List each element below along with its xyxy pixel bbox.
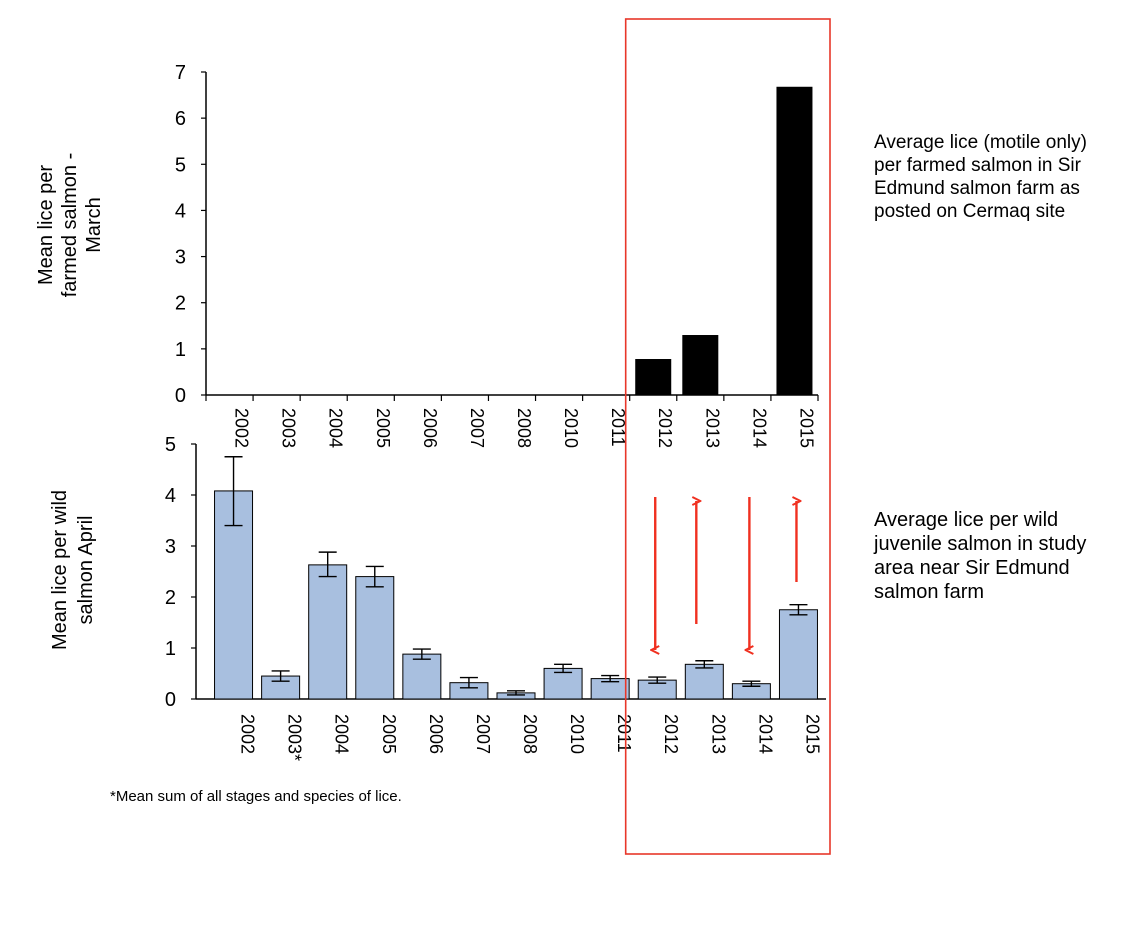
farmed-x-tick-label: 2007: [466, 408, 487, 449]
wild-x-tick-label: 2004: [331, 714, 352, 755]
farmed-annotation: Average lice (motile only) per farmed salmon in Sir Edmund salmon farm as posted on Cermaq site: [874, 132, 1087, 222]
wild-x-tick-label: 2007: [472, 714, 493, 755]
farmed-x-tick-label: 2002: [231, 408, 252, 449]
farmed-x-tick-label: 2015: [796, 408, 817, 449]
wild-x-tick-label: 2011: [614, 714, 635, 753]
wild-y-tick-label: 1: [164, 638, 176, 660]
wild-y-axis-label: salmon April: [75, 515, 97, 625]
farmed-x-tick-label: 2010: [561, 408, 582, 449]
farmed-x-tick-label: 2006: [419, 408, 440, 449]
farmed-y-tick-label: 7: [174, 62, 186, 84]
farmed-y-axis-label: March: [83, 197, 105, 253]
farmed-x-tick-label: 2008: [514, 408, 534, 449]
farmed-y-tick-label: 1: [174, 338, 186, 361]
wild-x-tick-label: 2012: [661, 714, 682, 755]
farmed-x-tick-label: 2004: [325, 408, 346, 449]
farmed-x-tick-label: 2012: [655, 408, 676, 449]
farmed-y-tick-label: 5: [174, 154, 186, 177]
farmed-y-axis-label: farmed salmon -: [59, 152, 81, 298]
farmed-y-tick-label: 2: [174, 292, 186, 315]
wild-y-tick-label: 4: [164, 485, 176, 507]
farmed-x-tick-label: 2014: [749, 408, 770, 449]
farmed-bar: [635, 359, 671, 395]
wild-x-tick-label: 2002: [237, 714, 258, 755]
wild-y-tick-label: 2: [164, 587, 176, 609]
wild-chart: [49, 434, 826, 761]
wild-x-tick-label: 2006: [425, 714, 446, 755]
farmed-y-tick-label: 4: [174, 200, 186, 223]
farmed-x-tick-label: 2011: [608, 408, 629, 447]
wild-x-tick-label: 2005: [378, 714, 399, 755]
footnote: *Mean sum of all stages and species of lice.: [110, 788, 402, 805]
wild-bar: [356, 577, 394, 699]
wild-y-axis-label: Mean lice per wild: [49, 489, 71, 651]
farmed-y-axis-label: Mean lice per: [35, 164, 57, 286]
farmed-x-tick-label: 2003: [278, 408, 299, 449]
wild-bar: [403, 654, 441, 699]
wild-y-tick-label: 3: [164, 536, 176, 558]
farmed-bar: [682, 335, 718, 395]
wild-x-tick-label: 2015: [802, 714, 823, 755]
wild-x-tick-label: 2010: [567, 714, 588, 755]
wild-x-tick-label: 2008: [520, 714, 540, 755]
farmed-y-tick-label: 6: [174, 108, 186, 131]
farmed-x-tick-label: 2005: [372, 408, 393, 449]
wild-y-tick-label: 5: [164, 434, 176, 456]
wild-y-tick-label: 0: [164, 689, 176, 711]
wild-annotation: Average lice per wild juvenile salmon in study area near Sir Edmund salmon farm: [874, 509, 1087, 603]
farmed-chart: [35, 62, 818, 448]
wild-x-tick-label: 2014: [755, 714, 776, 755]
wild-bar: [685, 664, 723, 699]
farmed-x-tick-label: 2013: [702, 408, 723, 449]
farmed-y-tick-label: 0: [174, 385, 186, 407]
farmed-y-tick-label: 3: [174, 246, 186, 269]
wild-x-tick-label: 2013: [708, 714, 729, 755]
wild-bar: [779, 610, 817, 699]
farmed-bar: [776, 87, 812, 395]
wild-bar: [309, 565, 347, 699]
wild-x-tick-label: 2003*: [284, 714, 305, 762]
